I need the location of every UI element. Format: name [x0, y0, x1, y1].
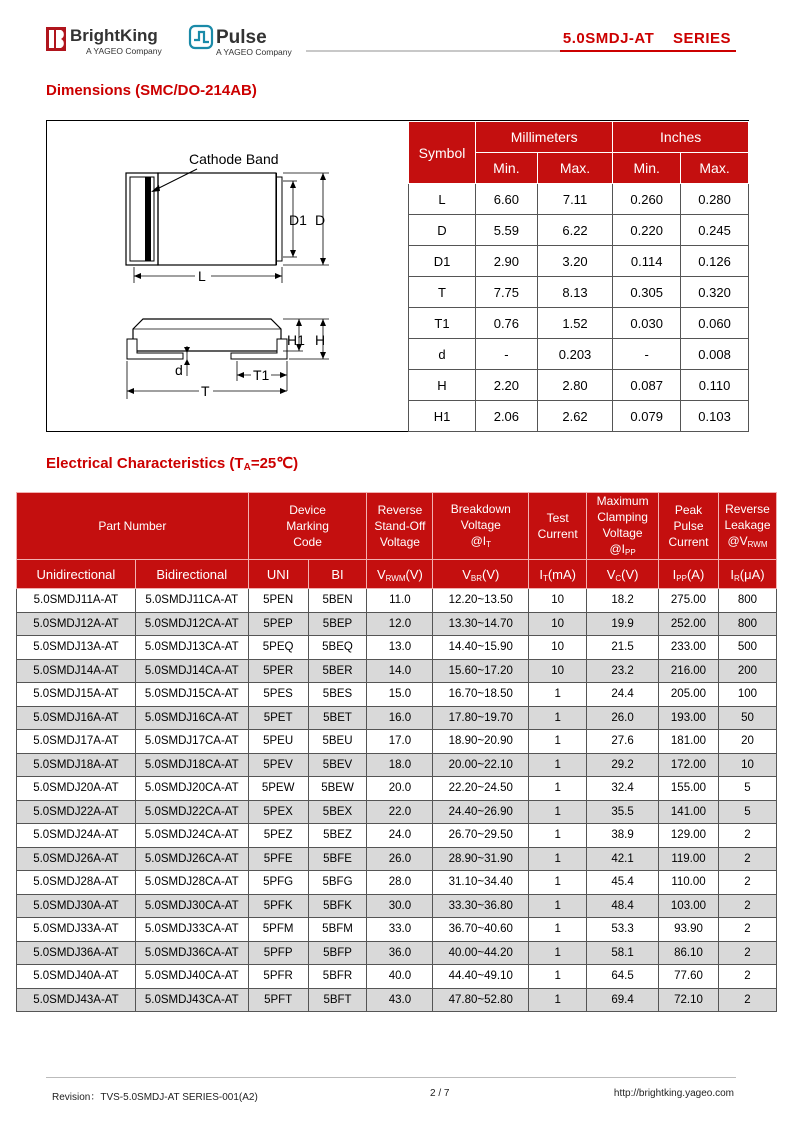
peak-pulse-current-header: Peak Pulse Current — [659, 493, 719, 560]
dimension-cell: 0.079 — [613, 401, 681, 432]
dimension-cell: 0.245 — [681, 215, 749, 246]
table-cell: 29.2 — [587, 753, 659, 777]
table-cell: 2 — [718, 941, 776, 965]
uni-code-header: UNI — [248, 560, 308, 589]
table-cell: 5.0SMDJ16CA-AT — [135, 706, 248, 730]
dimension-cell: 0.110 — [681, 370, 749, 401]
dimension-cell: 2.90 — [476, 246, 538, 277]
table-cell: 64.5 — [587, 965, 659, 989]
table-cell: 18.0 — [367, 753, 433, 777]
table-cell: 1 — [529, 777, 587, 801]
table-cell: 10 — [529, 636, 587, 660]
table-cell: 14.40~15.90 — [433, 636, 529, 660]
table-cell: 5.0SMDJ43A-AT — [17, 988, 136, 1012]
table-cell: 1 — [529, 847, 587, 871]
table-cell: 45.4 — [587, 871, 659, 895]
dimension-cell: 2.20 — [476, 370, 538, 401]
table-cell: 28.90~31.90 — [433, 847, 529, 871]
table-cell: 119.00 — [659, 847, 719, 871]
svg-text:T: T — [201, 383, 210, 399]
table-cell: 24.4 — [587, 683, 659, 707]
table-cell: 5.0SMDJ30A-AT — [17, 894, 136, 918]
table-row — [17, 612, 777, 636]
table-cell: 47.80~52.80 — [433, 988, 529, 1012]
table-cell: 5.0SMDJ28A-AT — [17, 871, 136, 895]
table-row — [17, 777, 777, 801]
table-cell: 5.0SMDJ26A-AT — [17, 847, 136, 871]
dimension-cell: H1 — [409, 401, 476, 432]
table-cell: 14.0 — [367, 659, 433, 683]
table-cell: 5.0SMDJ18CA-AT — [135, 753, 248, 777]
table-cell: 31.10~34.40 — [433, 871, 529, 895]
table-cell: 1 — [529, 965, 587, 989]
dimension-cell: 0.114 — [613, 246, 681, 277]
table-cell: 1 — [529, 824, 587, 848]
table-cell: 5BEU — [308, 730, 367, 754]
table-row — [17, 894, 777, 918]
table-cell: 5.0SMDJ12CA-AT — [135, 612, 248, 636]
dimension-row — [409, 370, 749, 401]
table-cell: 5PEW — [248, 777, 308, 801]
dimension-cell: 6.22 — [537, 215, 613, 246]
table-cell: 5BEX — [308, 800, 367, 824]
table-cell: 200 — [718, 659, 776, 683]
dimensions-table — [408, 121, 749, 432]
table-cell: 5PFT — [248, 988, 308, 1012]
vbr-header: $V_{BR}(V)$ — [433, 560, 529, 589]
svg-text:Pulse: Pulse — [216, 27, 267, 48]
table-cell: 155.00 — [659, 777, 719, 801]
table-cell: 5.0SMDJ40CA-AT — [135, 965, 248, 989]
table-cell: 5.0SMDJ16A-AT — [17, 706, 136, 730]
svg-text:L: L — [198, 268, 206, 284]
dimension-cell: 8.13 — [537, 277, 613, 308]
svg-text:T1: T1 — [253, 367, 270, 383]
table-cell: 5.0SMDJ15A-AT — [17, 683, 136, 707]
table-cell: 5.0SMDJ11CA-AT — [135, 589, 248, 613]
dimension-cell: 2.80 — [537, 370, 613, 401]
table-cell: 5.0SMDJ24CA-AT — [135, 824, 248, 848]
table-row — [17, 683, 777, 707]
table-cell: 5.0SMDJ36A-AT — [17, 941, 136, 965]
table-cell: 5PEP — [248, 612, 308, 636]
table-cell: 69.4 — [587, 988, 659, 1012]
table-cell: 5PER — [248, 659, 308, 683]
it-header: $I_T(mA)$ — [529, 560, 587, 589]
electrical-table — [16, 492, 777, 1012]
table-cell: 1 — [529, 941, 587, 965]
unidirectional-header: Unidirectional — [17, 560, 136, 589]
dimension-cell: 1.52 — [537, 308, 613, 339]
table-cell: 2 — [718, 965, 776, 989]
reverse-leakage-header: Reverse Leakage $@V_{RWM}$ — [718, 493, 776, 560]
table-cell: 5BFT — [308, 988, 367, 1012]
bidirectional-header: Bidirectional — [135, 560, 248, 589]
table-cell: 5.0SMDJ14CA-AT — [135, 659, 248, 683]
table-cell: 5BET — [308, 706, 367, 730]
table-cell: 93.90 — [659, 918, 719, 942]
table-cell: 5 — [718, 777, 776, 801]
table-cell: 22.20~24.50 — [433, 777, 529, 801]
table-cell: 5BFM — [308, 918, 367, 942]
dimension-cell: 0.103 — [681, 401, 749, 432]
table-cell: 2 — [718, 871, 776, 895]
table-cell: 5PEN — [248, 589, 308, 613]
dimension-cell: H — [409, 370, 476, 401]
table-cell: 23.2 — [587, 659, 659, 683]
dimension-cell: 0.203 — [537, 339, 613, 370]
table-cell: 5BEQ — [308, 636, 367, 660]
vc-header: $V_C(V)$ — [587, 560, 659, 589]
dimension-cell: 0.76 — [476, 308, 538, 339]
table-row — [17, 753, 777, 777]
table-cell: 5.0SMDJ13A-AT — [17, 636, 136, 660]
table-cell: 233.00 — [659, 636, 719, 660]
table-cell: 5.0SMDJ15CA-AT — [135, 683, 248, 707]
table-cell: 5.0SMDJ36CA-AT — [135, 941, 248, 965]
table-cell: 17.80~19.70 — [433, 706, 529, 730]
dimension-row — [409, 215, 749, 246]
table-cell: 22.0 — [367, 800, 433, 824]
table-cell: 5.0SMDJ20A-AT — [17, 777, 136, 801]
dimension-cell: d — [409, 339, 476, 370]
bi-code-header: BI — [308, 560, 367, 589]
table-cell: 5BER — [308, 659, 367, 683]
dimension-row — [409, 401, 749, 432]
table-cell: 103.00 — [659, 894, 719, 918]
table-cell: 13.0 — [367, 636, 433, 660]
table-cell: 5.0SMDJ33CA-AT — [135, 918, 248, 942]
table-row — [17, 800, 777, 824]
table-cell: 181.00 — [659, 730, 719, 754]
table-row — [17, 706, 777, 730]
table-cell: 193.00 — [659, 706, 719, 730]
device-marking-header: Device Marking Code — [248, 493, 367, 560]
table-cell: 72.10 — [659, 988, 719, 1012]
table-cell: 21.5 — [587, 636, 659, 660]
dimension-cell: D — [409, 215, 476, 246]
table-cell: 5PES — [248, 683, 308, 707]
table-cell: 5.0SMDJ22CA-AT — [135, 800, 248, 824]
inches-header: Inches — [613, 122, 749, 153]
table-cell: 18.90~20.90 — [433, 730, 529, 754]
table-cell: 26.70~29.50 — [433, 824, 529, 848]
table-cell: 12.20~13.50 — [433, 589, 529, 613]
dimension-cell: 0.305 — [613, 277, 681, 308]
table-row — [17, 918, 777, 942]
dimension-cell: 0.126 — [681, 246, 749, 277]
test-current-header: Test Current — [529, 493, 587, 560]
table-cell: 12.0 — [367, 612, 433, 636]
table-cell: 33.0 — [367, 918, 433, 942]
table-cell: 5.0SMDJ26CA-AT — [135, 847, 248, 871]
table-cell: 275.00 — [659, 589, 719, 613]
dimension-cell: 0.220 — [613, 215, 681, 246]
dimension-cell: 7.11 — [537, 184, 613, 215]
table-cell: 5BEP — [308, 612, 367, 636]
table-cell: 2 — [718, 988, 776, 1012]
table-row — [17, 636, 777, 660]
dimension-cell: L — [409, 184, 476, 215]
table-cell: 216.00 — [659, 659, 719, 683]
table-cell: 5BFK — [308, 894, 367, 918]
pulse-logo — [188, 24, 308, 60]
dimension-cell: 2.62 — [537, 401, 613, 432]
table-cell: 77.60 — [659, 965, 719, 989]
symbol-header: Symbol — [409, 122, 476, 184]
table-cell: 2 — [718, 847, 776, 871]
table-cell: 5.0SMDJ20CA-AT — [135, 777, 248, 801]
table-cell: 5.0SMDJ13CA-AT — [135, 636, 248, 660]
table-cell: 5.0SMDJ14A-AT — [17, 659, 136, 683]
svg-text:H: H — [315, 332, 326, 348]
table-cell: 5BEN — [308, 589, 367, 613]
table-cell: 2 — [718, 918, 776, 942]
svg-text:BrightKing: BrightKing — [70, 26, 158, 45]
table-cell: 5BEZ — [308, 824, 367, 848]
table-cell: 5PET — [248, 706, 308, 730]
svg-text:H1: H1 — [287, 332, 305, 348]
table-cell: 5BFE — [308, 847, 367, 871]
dimension-row — [409, 277, 749, 308]
table-cell: 500 — [718, 636, 776, 660]
table-cell: 5.0SMDJ18A-AT — [17, 753, 136, 777]
table-cell: 50 — [718, 706, 776, 730]
table-cell: 11.0 — [367, 589, 433, 613]
table-cell: 36.70~40.60 — [433, 918, 529, 942]
table-cell: 5.0SMDJ24A-AT — [17, 824, 136, 848]
table-cell: 5PEQ — [248, 636, 308, 660]
dimension-cell: D1 — [409, 246, 476, 277]
svg-text:D1: D1 — [289, 212, 307, 228]
mm-min-header: Min. — [476, 153, 538, 184]
svg-text:D: D — [315, 212, 326, 228]
header-rule-accent — [560, 50, 736, 52]
table-cell: 43.0 — [367, 988, 433, 1012]
in-min-header: Min. — [613, 153, 681, 184]
table-cell: 24.40~26.90 — [433, 800, 529, 824]
dimension-cell: 0.260 — [613, 184, 681, 215]
dimension-cell: 2.06 — [476, 401, 538, 432]
dimension-row — [409, 339, 749, 370]
table-cell: 5PFP — [248, 941, 308, 965]
table-cell: 1 — [529, 730, 587, 754]
table-cell: 5.0SMDJ28CA-AT — [135, 871, 248, 895]
table-cell: 13.30~14.70 — [433, 612, 529, 636]
table-cell: 1 — [529, 753, 587, 777]
table-cell: 1 — [529, 988, 587, 1012]
table-cell: 42.1 — [587, 847, 659, 871]
dimension-cell: 6.60 — [476, 184, 538, 215]
dimension-cell: - — [613, 339, 681, 370]
dimension-cell: 0.087 — [613, 370, 681, 401]
dimension-cell: 5.59 — [476, 215, 538, 246]
table-cell: 20 — [718, 730, 776, 754]
table-cell: 1 — [529, 918, 587, 942]
table-cell: 26.0 — [367, 847, 433, 871]
table-cell: 5.0SMDJ40A-AT — [17, 965, 136, 989]
table-cell: 110.00 — [659, 871, 719, 895]
dimension-cell: 0.320 — [681, 277, 749, 308]
footer-url[interactable]: http://brightking.yageo.com — [613, 1088, 734, 1099]
table-cell: 18.2 — [587, 589, 659, 613]
table-row — [17, 589, 777, 613]
ir-header: $I_R(\mu A)$ — [718, 560, 776, 589]
part-number-header: Part Number — [17, 493, 249, 560]
footer-rule — [46, 1077, 736, 1078]
dimension-row — [409, 246, 749, 277]
table-cell: 5PEV — [248, 753, 308, 777]
table-cell: 100 — [718, 683, 776, 707]
table-cell: 33.30~36.80 — [433, 894, 529, 918]
table-cell: 5PFM — [248, 918, 308, 942]
table-cell: 1 — [529, 871, 587, 895]
table-cell: 27.6 — [587, 730, 659, 754]
cathode-band-label: Cathode Band — [189, 151, 279, 167]
table-cell: 5.0SMDJ30CA-AT — [135, 894, 248, 918]
dimensions-box — [46, 120, 749, 432]
table-row — [17, 824, 777, 848]
breakdown-voltage-header: Breakdown Voltage $@I_T$ — [433, 493, 529, 560]
table-cell: 48.4 — [587, 894, 659, 918]
millimeters-header: Millimeters — [476, 122, 613, 153]
package-drawing — [47, 121, 408, 431]
table-cell: 20.0 — [367, 777, 433, 801]
table-cell: 10 — [529, 659, 587, 683]
table-cell: 5PFG — [248, 871, 308, 895]
svg-text:A YAGEO Company: A YAGEO Company — [216, 47, 292, 57]
page-number: 2 / 7 — [430, 1088, 450, 1099]
table-cell: 5BFR — [308, 965, 367, 989]
table-cell: 10 — [718, 753, 776, 777]
table-cell: 5.0SMDJ33A-AT — [17, 918, 136, 942]
table-cell: 5PFK — [248, 894, 308, 918]
svg-text:A YAGEO Company: A YAGEO Company — [86, 46, 162, 56]
series-title: 5.0SMDJ-AT SERIES — [562, 30, 731, 47]
table-cell: 1 — [529, 706, 587, 730]
table-row — [17, 659, 777, 683]
table-row — [17, 847, 777, 871]
table-cell: 16.0 — [367, 706, 433, 730]
table-cell: 800 — [718, 612, 776, 636]
ipp-header: $I_{PP}(A)$ — [659, 560, 719, 589]
table-cell: 58.1 — [587, 941, 659, 965]
table-cell: 40.00~44.20 — [433, 941, 529, 965]
table-cell: 5.0SMDJ22A-AT — [17, 800, 136, 824]
dimension-cell: 0.280 — [681, 184, 749, 215]
dimension-cell: 7.75 — [476, 277, 538, 308]
table-row — [17, 730, 777, 754]
table-cell: 24.0 — [367, 824, 433, 848]
table-cell: 5BFG — [308, 871, 367, 895]
table-cell: 36.0 — [367, 941, 433, 965]
reverse-standoff-header: Reverse Stand-Off Voltage — [367, 493, 433, 560]
dimension-cell: 0.060 — [681, 308, 749, 339]
table-cell: 1 — [529, 683, 587, 707]
dimension-cell: 3.20 — [537, 246, 613, 277]
table-cell: 19.9 — [587, 612, 659, 636]
table-cell: 1 — [529, 800, 587, 824]
table-cell: 5 — [718, 800, 776, 824]
table-cell: 38.9 — [587, 824, 659, 848]
table-cell: 5PEU — [248, 730, 308, 754]
table-cell: 10 — [529, 612, 587, 636]
electrical-title: Electrical Characteristics $(T_A=25℃)$ — [46, 455, 299, 473]
table-cell: 1 — [529, 894, 587, 918]
table-cell: 30.0 — [367, 894, 433, 918]
dimension-cell: 0.030 — [613, 308, 681, 339]
table-cell: 5.0SMDJ12A-AT — [17, 612, 136, 636]
table-cell: 5PFR — [248, 965, 308, 989]
table-cell: 252.00 — [659, 612, 719, 636]
table-row — [17, 941, 777, 965]
table-cell: 10 — [529, 589, 587, 613]
table-row — [17, 871, 777, 895]
table-cell: 5PEX — [248, 800, 308, 824]
dimension-cell: - — [476, 339, 538, 370]
svg-text:d: d — [175, 362, 183, 378]
table-cell: 28.0 — [367, 871, 433, 895]
table-cell: 2 — [718, 824, 776, 848]
table-cell: 800 — [718, 589, 776, 613]
table-cell: 5BFP — [308, 941, 367, 965]
table-cell: 35.5 — [587, 800, 659, 824]
table-cell: 53.3 — [587, 918, 659, 942]
table-row — [17, 965, 777, 989]
in-max-header: Max. — [681, 153, 749, 184]
table-cell: 26.0 — [587, 706, 659, 730]
table-cell: 20.00~22.10 — [433, 753, 529, 777]
dimension-cell: 0.008 — [681, 339, 749, 370]
table-cell: 17.0 — [367, 730, 433, 754]
table-cell: 2 — [718, 894, 776, 918]
table-cell: 5.0SMDJ17A-AT — [17, 730, 136, 754]
table-cell: 5PFE — [248, 847, 308, 871]
table-cell: 5.0SMDJ43CA-AT — [135, 988, 248, 1012]
table-cell: 5PEZ — [248, 824, 308, 848]
table-cell: 15.0 — [367, 683, 433, 707]
table-cell: 5BEV — [308, 753, 367, 777]
clamping-voltage-header: Maximum Clamping Voltage $@I_{PP}$ — [587, 493, 659, 560]
vrwm-header: $V_{RWM}(V)$ — [367, 560, 433, 589]
table-row — [17, 988, 777, 1012]
dimensions-title: Dimensions (SMC/DO-214AB) — [46, 82, 257, 99]
dimension-cell: T1 — [409, 308, 476, 339]
table-cell: 86.10 — [659, 941, 719, 965]
mm-max-header: Max. — [537, 153, 613, 184]
dimension-row — [409, 184, 749, 215]
table-cell: 40.0 — [367, 965, 433, 989]
table-cell: 205.00 — [659, 683, 719, 707]
revision-text: Revision：TVS-5.0SMDJ-AT SERIES-001(A2) — [52, 1092, 258, 1103]
table-cell: 32.4 — [587, 777, 659, 801]
table-cell: 15.60~17.20 — [433, 659, 529, 683]
table-cell: 44.40~49.10 — [433, 965, 529, 989]
table-cell: 16.70~18.50 — [433, 683, 529, 707]
table-cell: 5.0SMDJ11A-AT — [17, 589, 136, 613]
dimension-row — [409, 308, 749, 339]
table-cell: 5BEW — [308, 777, 367, 801]
table-cell: 141.00 — [659, 800, 719, 824]
dimension-cell: T — [409, 277, 476, 308]
table-cell: 172.00 — [659, 753, 719, 777]
table-cell: 5BES — [308, 683, 367, 707]
brightking-logo — [46, 24, 176, 60]
table-cell: 5.0SMDJ17CA-AT — [135, 730, 248, 754]
table-cell: 129.00 — [659, 824, 719, 848]
